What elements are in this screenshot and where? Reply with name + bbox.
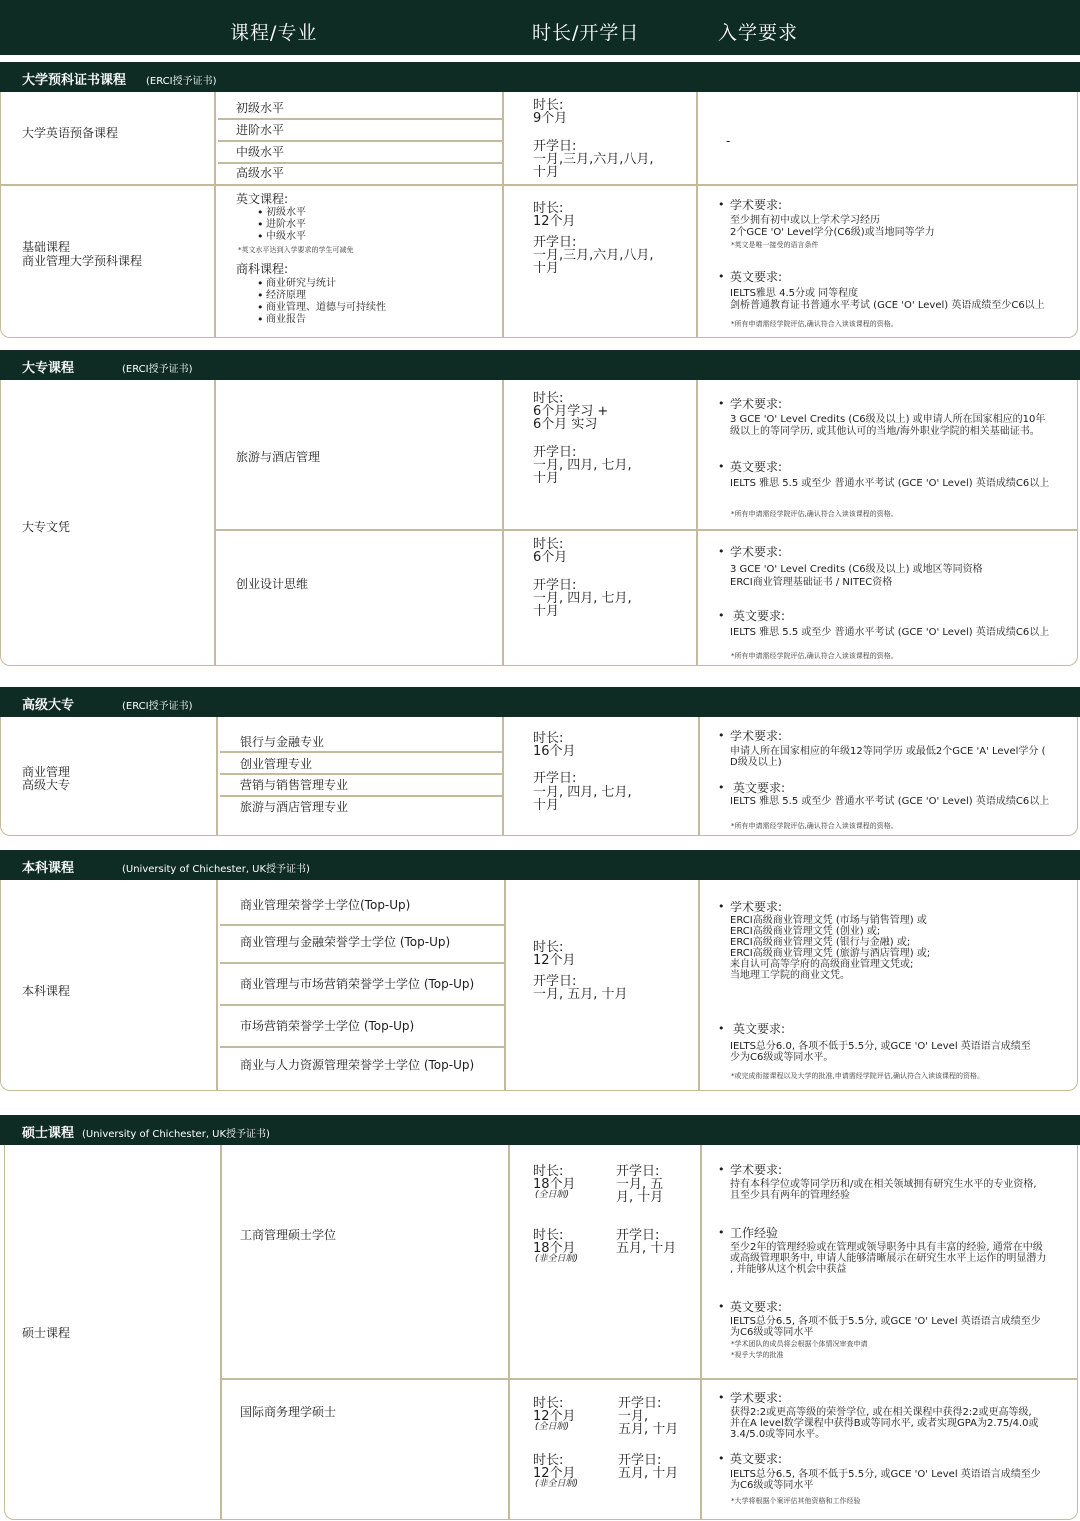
req-text: ERCI高级商业管理文凭 (银行与金融) 或; <box>730 937 911 948</box>
req-text: 至少拥有初中或以上学术学习经历 <box>730 215 880 226</box>
req-text: 为C6级或等同水平 <box>730 1480 814 1491</box>
level-item: 高级水平 <box>236 166 285 180</box>
intake-value: 五月, 十月 <box>616 1241 677 1256</box>
section-title: 硕士课程 <box>22 1126 75 1141</box>
level-item: 中级水平 <box>236 145 285 159</box>
course-item: 中级水平 <box>266 231 306 242</box>
req-text: 或高级管理职务中, 申请人能够清晰展示在研究生水平上运作的明显潜力 <box>730 1253 1047 1264</box>
section-advanced-header <box>0 687 1080 717</box>
intake-value: 一月, 四月, 七月, <box>533 785 632 800</box>
duration-label: 时长: <box>533 1453 564 1468</box>
degree-item: 商业管理荣誉学士学位(Top-Up) <box>240 898 411 912</box>
req-label: 学术要求: <box>730 397 783 411</box>
req-note: *所有申请需经学院评估,确认符合入读该课程的资格。 <box>731 822 898 830</box>
req-note: *所有申请需经学院评估,确认符合入读该课程的资格。 <box>731 320 898 328</box>
study-mode: (非全日制) <box>535 1254 579 1264</box>
req-text: D级及以上) <box>730 757 782 768</box>
req-label: 英文要求: <box>733 781 786 795</box>
req-text: 3 GCE 'O' Level Credits (C6级及以上) 或申请人所在国家相应的10年 <box>730 414 1046 425</box>
intake-label: 开学日: <box>616 1228 660 1243</box>
course-group-label: 商科课程: <box>236 262 289 276</box>
req-note: *视乎大学的批准 <box>731 1351 784 1359</box>
req-text: 且至少具有两年的管理经验 <box>730 1190 850 1201</box>
major-item: 创业管理专业 <box>240 757 313 771</box>
col-program-header: 课程/专业 <box>230 22 318 44</box>
req-text: IELTS总分6.0, 各项不低于5.5分, 或GCE 'O' Level 英语语言成绩至 <box>730 1041 1031 1052</box>
section-title: 大学预科证书课程 <box>22 73 127 88</box>
req-text: 2个GCE 'O' Level学分(C6级)或当地同等学力 <box>730 227 935 238</box>
req-note: *所有申请需经学院评估,确认符合入读该课程的资格。 <box>731 510 898 518</box>
req-text: 少为C6级或等同水平。 <box>730 1052 834 1063</box>
req-text: 3 GCE 'O' Level Credits (C6级及以上) 或地区等同资格 <box>730 564 983 575</box>
req-text: IELTS 雅思 5.5 或至少 普通水平考试 (GCE 'O' Level) 英语成绩C6以上 <box>730 796 1050 807</box>
table-header <box>0 0 1080 55</box>
section-master-header <box>0 1115 1080 1145</box>
section-title: 大专课程 <box>22 361 75 376</box>
duration-value: 12个月 <box>533 953 576 968</box>
col-duration-header: 时长/开学日 <box>532 22 640 44</box>
course-item: 初级水平 <box>266 207 306 218</box>
duration-value: 6个月 <box>533 550 568 565</box>
req-note: *英文是唯一接受的语言条件 <box>731 241 819 249</box>
intake-value: 一月, 四月, 七月, <box>533 458 632 473</box>
program-group: 本科课程 <box>22 984 71 998</box>
duration-value: 6个月 实习 <box>533 417 598 432</box>
req-text: 来自认可高等学府的高级商业管理文凭或; <box>730 959 914 970</box>
requirement-dash: - <box>726 134 731 148</box>
program-name: 工商管理硕士学位 <box>240 1228 337 1242</box>
study-mode: (全日制) <box>535 1190 570 1200</box>
req-label: 英文要求: <box>733 609 786 623</box>
intake-value: 五月, 十月 <box>618 1422 679 1437</box>
study-mode: (非全日制) <box>535 1479 579 1489</box>
req-label: 学术要求: <box>730 900 783 914</box>
req-note: *或完成衔接课程以及大学的批准,申请需经学院评估,确认符合入读该课程的资格。 <box>731 1072 984 1080</box>
req-text: 为C6级或等同水平 <box>730 1327 814 1338</box>
intake-value: 一月,三月,六月,八月, <box>533 248 654 263</box>
duration-label: 时长: <box>533 98 564 113</box>
intake-value: 一月,三月,六月,八月, <box>533 152 654 167</box>
req-text: ERCI高级商业管理文凭 (创业) 或; <box>730 926 881 937</box>
req-note: *所有申请需经学院评估,确认符合入读该课程的资格。 <box>731 652 898 660</box>
duration-value: 18个月 <box>533 1241 576 1256</box>
req-label: 学术要求: <box>730 729 783 743</box>
req-note: *大学将根据个案评估其他资格和工作经验 <box>731 1497 861 1505</box>
program-name: 创业设计思维 <box>236 577 309 591</box>
intake-value: 一月, 五 <box>616 1177 664 1192</box>
req-label: 英文要求: <box>730 1300 783 1314</box>
req-text: 级以上的等同学历, 或其他认可的当地/海外职业学院的相关基础证书。 <box>730 426 1040 437</box>
duration-label: 时长: <box>533 1164 564 1179</box>
section-cert: (University of Chichester, UK授予证书) <box>82 1129 270 1140</box>
req-label: 工作经验 <box>730 1226 779 1240</box>
course-item: 商业管理、道德与可持续性 <box>266 302 386 313</box>
req-text: 获得2:2或更高等级的荣誉学位, 或在相关课程中获得2:2或更高等级, <box>730 1407 1032 1418</box>
section-cert: (ERCI授予证书) <box>122 701 193 712</box>
degree-item: 商业与人力资源管理荣誉学士学位 (Top-Up) <box>240 1058 475 1072</box>
req-text: ERCI商业管理基础证书 / NITEC资格 <box>730 577 893 588</box>
duration-value: 12个月 <box>533 1466 576 1481</box>
req-text: 当地理工学院的商业文凭。 <box>730 970 850 981</box>
study-mode: (全日制) <box>535 1422 570 1432</box>
req-text: 3.4/5.0或等同水平。 <box>730 1429 826 1440</box>
req-label: 英文要求: <box>730 460 783 474</box>
intake-label: 开学日: <box>616 1164 660 1179</box>
program-name: 高级大专 <box>22 778 71 792</box>
req-text: 申请人所在国家相应的年级12等同学历 或最低2个GCE 'A' Level学分 ( <box>730 746 1046 757</box>
col-requirements-header: 入学要求 <box>718 22 799 44</box>
req-text: IELTS 雅思 5.5 或至少 普通水平考试 (GCE 'O' Level) 英语成绩C6以上 <box>730 478 1050 489</box>
req-text: IELTS总分6.5, 各项不低于5.5分, 或GCE 'O' Level 英语语言成绩至少 <box>730 1316 1041 1327</box>
program-group: 硕士课程 <box>22 1326 71 1340</box>
duration-value: 6个月学习 + <box>533 404 609 419</box>
intake-value: 一月, <box>618 1409 649 1424</box>
degree-item: 商业管理与金融荣誉学士学位 (Top-Up) <box>240 935 451 949</box>
program-group: 大专文凭 <box>22 520 71 534</box>
major-item: 旅游与酒店管理专业 <box>240 800 349 814</box>
section-bachelor-header <box>0 850 1080 880</box>
duration-label: 时长: <box>533 391 564 406</box>
req-text: 剑桥普通教育证书普通水平考试 (GCE 'O' Level) 英语成绩至少C6以上 <box>730 300 1045 311</box>
program-name: 商业管理大学预科课程 <box>22 254 143 268</box>
req-text: ERCI高级商业管理文凭 (市场与销售管理) 或 <box>730 915 927 926</box>
req-text: 至少2年的管理经验或在管理或领导职务中具有丰富的经验, 通常在中级 <box>730 1242 1043 1253</box>
section-title: 本科课程 <box>22 861 75 876</box>
duration-label: 时长: <box>533 1396 564 1411</box>
req-label: 英文要求: <box>730 1452 783 1466</box>
course-item: 经济原理 <box>266 290 306 301</box>
duration-label: 时长: <box>533 1228 564 1243</box>
req-text: IELTS总分6.5, 各项不低于5.5分, 或GCE 'O' Level 英语语言成绩至少 <box>730 1469 1041 1480</box>
duration-value: 18个月 <box>533 1177 576 1192</box>
section-foundation-header <box>0 62 1080 92</box>
course-item: 商业报告 <box>266 314 306 325</box>
req-text: 持有本科学位或等同学历和/或在相关领域拥有研究生水平的专业资格, <box>730 1179 1037 1190</box>
req-text: , 并能够从这个机会中获益 <box>730 1264 847 1275</box>
intake-label: 开学日: <box>533 771 577 786</box>
duration-value: 12个月 <box>533 1409 576 1424</box>
intake-label: 开学日: <box>533 235 577 250</box>
intake-value: 月, 十月 <box>616 1190 664 1205</box>
intake-value: 十月 <box>533 471 560 486</box>
req-text: IELTS 雅思 5.5 或至少 普通水平考试 (GCE 'O' Level) 英语成绩C6以上 <box>730 627 1050 638</box>
req-label: 学术要求: <box>730 1391 783 1405</box>
section-cert: (ERCI授予证书) <box>122 364 193 375</box>
req-text: IELTS雅思 4.5分或 同等程度 <box>730 288 859 299</box>
intake-label: 开学日: <box>533 139 577 154</box>
course-note: *英文水平达到入学要求的学生可减免 <box>238 246 354 254</box>
req-text: 并在A level数学课程中获得B或等同水平, 或者实现GPA为2.75/4.0或 <box>730 1418 1039 1429</box>
intake-value: 一月, 四月, 七月, <box>533 591 632 606</box>
course-item: 进阶水平 <box>266 219 306 230</box>
program-name: 国际商务理学硕士 <box>240 1405 337 1419</box>
duration-label: 时长: <box>533 537 564 552</box>
intake-value: 十月 <box>533 165 560 180</box>
req-label: 英文要求: <box>730 270 783 284</box>
level-item: 进阶水平 <box>236 123 285 137</box>
req-note: *学术团队的成员将会根据个体情况审查申请 <box>731 1340 868 1348</box>
section-cert: (ERCI授予证书) <box>146 76 217 87</box>
degree-item: 市场营销荣誉学士学位 (Top-Up) <box>240 1019 415 1033</box>
duration-value: 9个月 <box>533 111 568 126</box>
section-title: 高级大专 <box>22 698 75 713</box>
req-label: 学术要求: <box>730 545 783 559</box>
duration-label: 时长: <box>533 940 564 955</box>
req-text: ERCI高级商业管理文凭 (旅游与酒店管理) 或; <box>730 948 931 959</box>
intake-label: 开学日: <box>533 578 577 593</box>
intake-value: 五月, 十月 <box>618 1466 679 1481</box>
intake-label: 开学日: <box>618 1396 662 1411</box>
req-label: 英文要求: <box>733 1022 786 1036</box>
program-name: 旅游与酒店管理 <box>236 450 321 464</box>
section-diploma-header <box>0 350 1080 380</box>
program-name: 大学英语预备课程 <box>22 126 119 140</box>
intake-value: 十月 <box>533 798 560 813</box>
major-item: 营销与销售管理专业 <box>240 778 349 792</box>
course-group-label: 英文课程: <box>236 192 289 206</box>
duration-value: 12个月 <box>533 214 576 229</box>
level-item: 初级水平 <box>236 101 285 115</box>
degree-item: 商业管理与市场营销荣誉学士学位 (Top-Up) <box>240 977 475 991</box>
intake-label: 开学日: <box>533 974 577 989</box>
intake-value: 十月 <box>533 604 560 619</box>
req-label: 学术要求: <box>730 1163 783 1177</box>
section-cert: (University of Chichester, UK授予证书) <box>122 864 310 875</box>
intake-value: 十月 <box>533 261 560 276</box>
intake-label: 开学日: <box>618 1453 662 1468</box>
duration-label: 时长: <box>533 731 564 746</box>
major-item: 银行与金融专业 <box>240 735 325 749</box>
program-name: 基础课程 <box>22 240 71 254</box>
duration-label: 时长: <box>533 201 564 216</box>
course-item: 商业研究与统计 <box>266 278 336 289</box>
program-name: 商业管理 <box>22 765 71 779</box>
intake-value: 一月, 五月, 十月 <box>533 987 628 1002</box>
intake-label: 开学日: <box>533 445 577 460</box>
req-label: 学术要求: <box>730 198 783 212</box>
duration-value: 16个月 <box>533 744 576 759</box>
